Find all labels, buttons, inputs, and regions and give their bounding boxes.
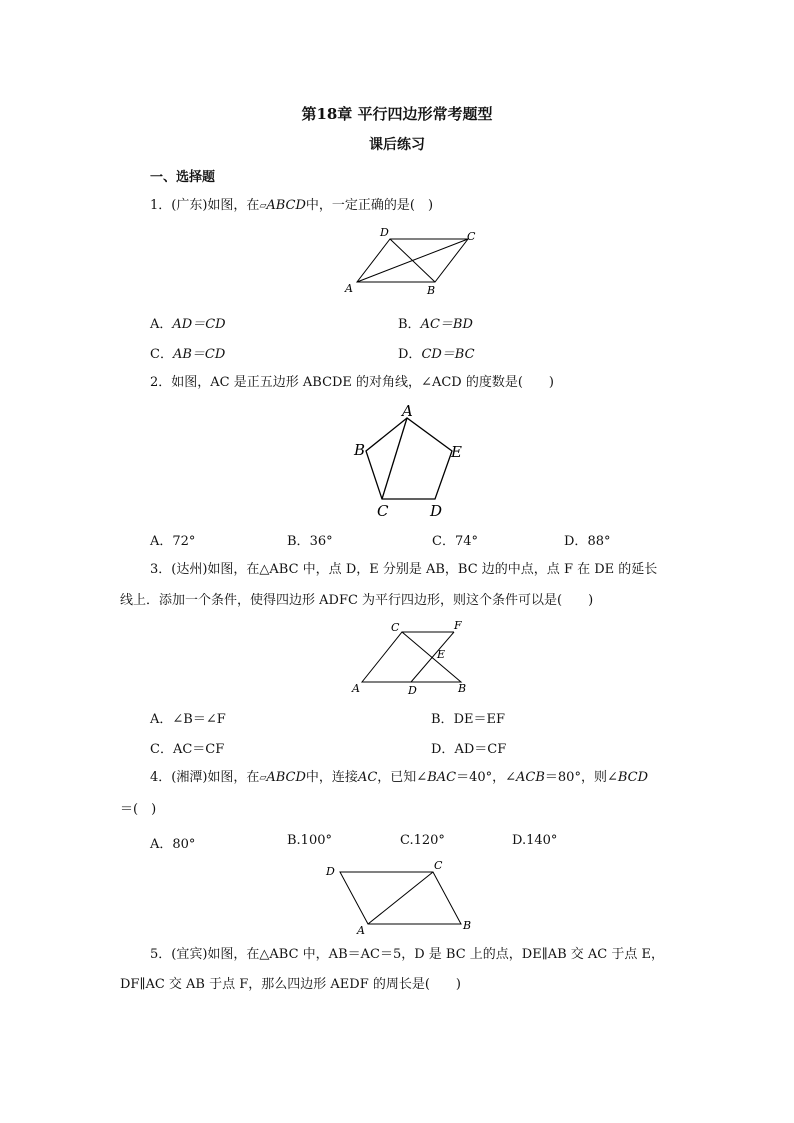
- question-number: 4．: [150, 770, 172, 785]
- q2-option-b[interactable]: [287, 530, 333, 549]
- question-text: ，已知∠: [377, 770, 428, 785]
- question-1-stem: [150, 197, 433, 216]
- figure-name: ABCD: [266, 770, 306, 785]
- q1-figure: [340, 226, 480, 298]
- question-text: 中，一定正确的是( ): [305, 198, 434, 213]
- option-letter: C．: [150, 742, 173, 757]
- question-text: 如图，AC 是正五边形 ABCDE 的对角线，∠ACD 的度数是( ): [171, 375, 554, 390]
- vertex-label-b: B: [354, 441, 366, 459]
- q1-option-d[interactable]: [398, 343, 475, 362]
- q4-option-a[interactable]: [150, 833, 195, 852]
- question-text: ＝40°，∠: [456, 770, 517, 785]
- q3-option-a[interactable]: [150, 708, 226, 727]
- q4-option-c[interactable]: [400, 833, 445, 848]
- option-letter: B．: [431, 712, 454, 727]
- vertex-label-a: A: [352, 682, 360, 695]
- angle-name: BCD: [617, 770, 649, 785]
- vertex-label-c: C: [377, 502, 389, 520]
- option-text: B.100°: [287, 833, 332, 848]
- triangle-abc: [362, 632, 461, 682]
- q1-option-b[interactable]: [398, 313, 473, 332]
- question-text: (达州)如图，在△ABC 中，点 D，E 分别是 AB，BC 边的中点，点 F 在 DE 的延长: [171, 562, 658, 577]
- q3-figure: [350, 618, 480, 698]
- vertex-label-d: D: [380, 226, 389, 239]
- pentagon-abcde: [366, 418, 452, 499]
- question-3-stem-line-2: 线上．添加一个条件，使得四边形 ADFC 为平行四边形，则这个条件可以是( ): [120, 593, 594, 608]
- vertex-label-b: B: [427, 284, 436, 297]
- question-5-stem-line-2: DF∥AC 交 AB 于点 F，那么四边形 AEDF 的周长是( ): [120, 977, 462, 992]
- q4-option-d[interactable]: [512, 833, 557, 848]
- vertex-label-c: C: [434, 859, 443, 872]
- question-4-stem-line-1: [150, 769, 648, 788]
- question-3-stem-line-1: [150, 561, 657, 579]
- vertex-label-d: D: [430, 502, 443, 520]
- diagonal-ac: [368, 872, 433, 924]
- parallelogram-symbol: ▱: [259, 201, 267, 211]
- option-text: 74°: [454, 534, 478, 549]
- option-text: AB＝CD: [172, 347, 226, 362]
- vertex-label-a: A: [402, 402, 413, 420]
- option-text: D.140°: [512, 833, 558, 848]
- question-text: (湘潭)如图，在: [171, 770, 260, 785]
- question-text: ＝80°，则∠: [544, 770, 618, 785]
- option-text: AC＝CF: [172, 742, 225, 757]
- segment-df: [411, 632, 454, 682]
- question-number: 2．: [150, 375, 172, 390]
- option-text: 36°: [309, 534, 333, 549]
- page-title: 第18章 平行四边形常考题型: [301, 105, 493, 123]
- vertex-label-c: C: [391, 621, 400, 634]
- option-text: AD＝CF: [454, 742, 507, 757]
- question-2-stem: [150, 374, 554, 392]
- option-letter: A．: [150, 712, 173, 727]
- vertex-label-d: D: [408, 684, 417, 697]
- question-number: 5．: [150, 947, 172, 962]
- vertex-label-e: E: [437, 648, 446, 661]
- page-subtitle: 课后练习: [369, 137, 425, 153]
- option-text: DE＝EF: [453, 712, 505, 727]
- q1-option-a[interactable]: [150, 313, 226, 332]
- option-letter: A．: [150, 837, 173, 852]
- q3-option-d[interactable]: [431, 738, 506, 757]
- question-text: (宜宾)如图，在△ABC 中，AB＝AC＝5，D 是 BC 上的点，DE∥AB 交 AC 于点 E，: [171, 947, 665, 962]
- figure-name: ABCD: [266, 198, 306, 213]
- q2-option-a[interactable]: [150, 530, 195, 549]
- segment-name: AC: [357, 770, 378, 785]
- option-text: AC＝BD: [420, 317, 473, 332]
- option-letter: D．: [398, 347, 422, 362]
- vertex-label-c: C: [467, 230, 476, 243]
- section-heading: 一、选择题: [150, 170, 216, 185]
- option-letter: B．: [287, 534, 310, 549]
- option-text: CD＝BC: [421, 347, 475, 362]
- vertex-label-a: A: [357, 924, 365, 937]
- option-letter: C．: [432, 534, 455, 549]
- option-text: 72°: [172, 534, 196, 549]
- vertex-label-f: F: [454, 619, 462, 632]
- diagonal-ac: [382, 418, 407, 499]
- vertex-label-d: D: [326, 865, 335, 878]
- q2-option-c[interactable]: [432, 530, 478, 549]
- parallelogram-symbol: ▱: [259, 773, 267, 783]
- q4-option-b[interactable]: [287, 833, 332, 848]
- question-number: 3．: [150, 562, 172, 577]
- question-text: (广东)如图，在: [171, 198, 260, 213]
- vertex-label-e: E: [451, 443, 462, 461]
- vertex-label-a: A: [345, 282, 353, 295]
- q3-option-b[interactable]: [431, 708, 505, 727]
- question-text: 中，连接: [305, 770, 358, 785]
- option-text: C.120°: [400, 833, 445, 848]
- question-number: 1．: [150, 198, 172, 213]
- angle-name: ACB: [516, 770, 545, 785]
- option-text: 88°: [587, 534, 611, 549]
- option-letter: A．: [150, 534, 173, 549]
- q2-figure: [350, 402, 470, 520]
- q3-option-c[interactable]: [150, 738, 224, 757]
- option-letter: D．: [431, 742, 455, 757]
- option-text: 80°: [172, 837, 196, 852]
- option-text: ∠B＝∠F: [172, 712, 226, 727]
- vertex-label-b: B: [458, 682, 467, 695]
- q2-option-d[interactable]: [564, 530, 610, 549]
- vertex-label-b: B: [463, 919, 472, 932]
- option-text: AD＝CD: [172, 317, 226, 332]
- option-letter: A．: [150, 317, 173, 332]
- option-letter: D．: [564, 534, 588, 549]
- diagonal-bd: [390, 239, 435, 282]
- q1-option-c[interactable]: [150, 343, 225, 362]
- question-5-stem-line-1: [150, 946, 664, 964]
- question-4-stem-line-2: ＝( ): [120, 802, 157, 817]
- option-letter: B．: [398, 317, 421, 332]
- q4-figure: [320, 860, 470, 936]
- option-letter: C．: [150, 347, 173, 362]
- angle-name: BAC: [427, 770, 457, 785]
